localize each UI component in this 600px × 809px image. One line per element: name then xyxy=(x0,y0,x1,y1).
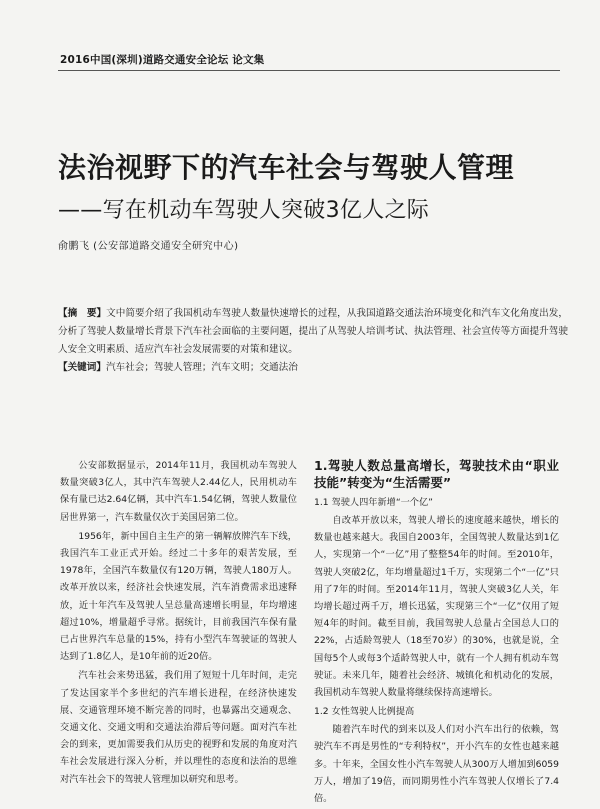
body-paragraph: 汽车社会来势迅猛，我们用了短短十几年时间，走完了发达国家半个多世纪的汽车增长进程，在经济快速发展、交通管理环境不断完善的同时，也暴露出交通观念、交通文化、交通文明和交通法治滞后等问题。面对汽车社会的到来，更加需要我们从历史的视野和发展的角度对汽车社会发展进行深入分析，并以理性的态度和法治的思维对汽车社会下的驾驶人管理加以研究和思考。 xyxy=(60,670,297,785)
body-paragraph: 1956年，新中国自主生产的第一辆解放牌汽车下线，我国汽车工业正式开始。经过二十多年的艰苦发展，至1978年，全国汽车数量仅有120万辆，驾驶人180万人。改革开放以来，经济社会快速发展，汽车消费需求迅速释放，近十年汽车及驾驶人呈总量高速增长明显，年均增速超过10%，增量超乎寻常。据统计，目前我国汽车保有量已占世界汽车总量的15%，持有小型汽车驾驶证的驾驶人达到了1.8亿人，是10年前的近20倍。 xyxy=(60,530,297,663)
subsection-heading: 1.1 驾驶人四年新增“一个亿” xyxy=(314,497,433,508)
left-column xyxy=(60,457,297,790)
author-line: 俞鹏飞 (公安部道路交通安全研究中心) xyxy=(58,241,239,252)
article-subtitle: ——写在机动车驾驶人突破3亿人之际 xyxy=(58,198,430,223)
abstract-text: 文中简要介绍了我国机动车驾驶人数量快速增长的过程，从我国道路交通法治环境变化和汽车文化角度出发，分析了驾驶人数量增长背景下汽车社会面临的主要问题，提出了从驾驶人培训考试、执法管理、社会宣传等方面提升驾驶人安全文明素质、适应汽车社会发展需要的对策和建议。 xyxy=(58,308,569,355)
running-header: 2016中国(深圳)道路交通安全论坛 论文集 xyxy=(60,54,265,66)
keywords xyxy=(58,360,568,376)
keywords-label: 【关键词】 xyxy=(58,362,106,373)
header-rule xyxy=(58,70,560,71)
body-paragraph: 公安部数据显示，2014年11月，我国机动车驾驶人数量突破3亿人，其中汽车驾驶人2.44亿人，民用机动车保有量已达2.64亿辆，其中汽车1.54亿辆，驾驶人数量位居世界第一，汽车数量仅次于美国居第二位。 xyxy=(60,460,297,523)
section-heading: 1.驾驶人数总量高增长，驾驶技术由“职业技能”转变为“生活需要” xyxy=(314,458,559,490)
abstract xyxy=(58,305,568,359)
body-paragraph: 随着汽车时代的到来以及人们对小汽车出行的依赖，驾驶汽车不再是男性的“专利特权”，开小汽车的女性也越来越多。十年来，全国女性小汽车驾驶人从300万人增加到6059万人，增加了19倍，而同期男性小汽车驾驶人仅增长了7.4倍。 xyxy=(314,724,559,805)
body-paragraph: 自改革开放以来，驾驶人增长的速度越来越快，增长的数量也越来越大。我国自2003年，全国驾驶人数量达到1亿人，实现第一个“一亿”用了整整54年的时间。至2010年，驾驶人突破2亿，年均增量超过1千万，实现第二个“一亿”只用了7年的时间。至2014年11月，驾驶人突破3亿人关，年均增长超过两千万，增长迅猛，实现第三个“一亿”仅用了短短4年的时间。截至目前，我国驾驶人总量占全国总人口的22%，占适龄驾驶人（18至70岁）的30%，也就是说，全国每5个人或每3个适龄驾驶人中，就有一个人拥有机动车驾驶证。未来几年，随着社会经济、城镇化和机动化的发展，我国机动车驾驶人数量将继续保持高速增长。 xyxy=(314,515,559,699)
subsection-heading: 1.2 女性驾驶人比例提高 xyxy=(314,706,415,718)
article-title: 法治视野下的汽车社会与驾驶人管理 xyxy=(58,151,515,184)
keywords-text: 汽车社会；驾驶人管理；汽车文明；交通法治 xyxy=(105,362,298,373)
abstract-label: 【摘 要】 xyxy=(58,308,107,319)
right-column xyxy=(314,457,559,809)
